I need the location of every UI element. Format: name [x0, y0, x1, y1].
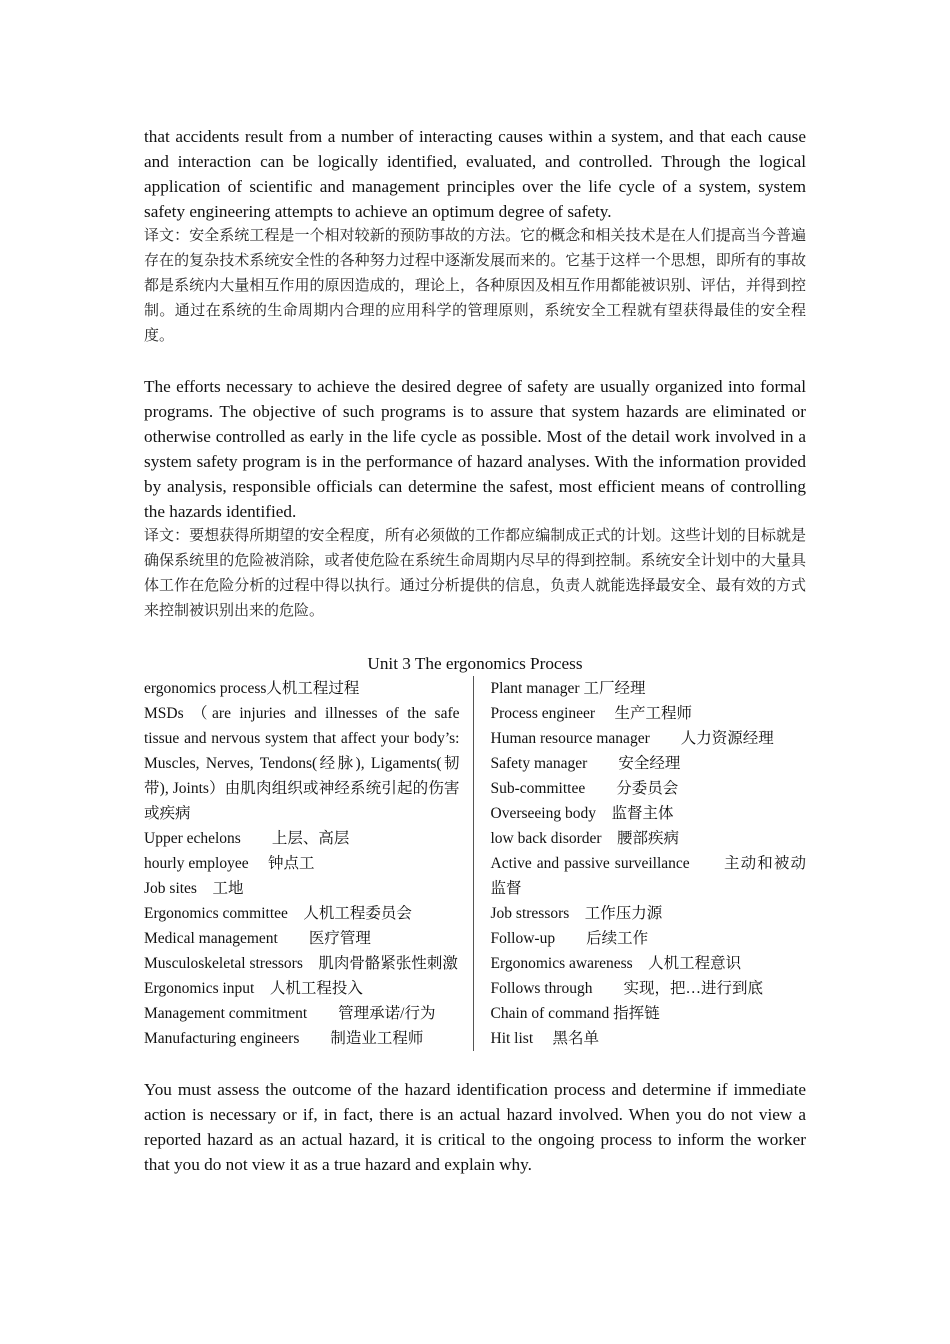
vocab-item: Ergonomics input 人机工程投入 [144, 980, 363, 997]
vocab-item: Hit list 黑名单 [490, 1030, 600, 1047]
vocab-item: low back disorder 腰部疾病 [490, 830, 680, 847]
vocab-item: Ergonomics awareness 人机工程意识 [490, 955, 742, 972]
vocab-item: Manufacturing engineers 制造业工程师 [144, 1030, 424, 1047]
vocab-item: Human resource manager 人力资源经理 [490, 730, 774, 747]
vocab-item: Ergonomics committee 人机工程委员会 [144, 905, 412, 922]
vocab-item: MSDs （are injuries and illnesses of the safe tissue and nervous system that affect your body’s: Muscles, Nerves, Tendons(经脉), Ligaments(韧带), Joints）由肌肉组织或神经系统引起的伤害或疾病 [144, 705, 460, 822]
vocabulary-table [144, 676, 806, 1051]
vocab-item: Management commitment 管理承诺/行为 [144, 1005, 436, 1022]
document-page [144, 124, 806, 1177]
vocab-item: Sub-committee 分委员会 [490, 780, 679, 797]
paragraph-2-translation: 译文：要想获得所期望的安全程度，所有必须做的工作都应编制成正式的计划。这些计划的目标就是确保系统里的危险被消除，或者使危险在系统生命周期内尽早的得到控制。系统安全计划中的大量具体工作在危险分析的过程中得以执行。通过分析提供的信息，负责人就能选择最安全、最有效的方式来控制被识别出来的危险。 [144, 528, 806, 619]
vocab-item: Process engineer 生产工程师 [490, 705, 692, 722]
vocab-item: Job stressors 工作压力源 [490, 905, 663, 922]
vocab-item: Musculoskeletal stressors 肌肉骨骼紧张性刺激 [144, 955, 458, 972]
paragraph-3-english: You must assess the outcome of the hazard identification process and determine if immediate action is necessary or if, in fact, there is an actual hazard involved. When you do not view a reported hazard as an actual hazard, it is critical to the ongoing process to inform the worker that you do not view it as a true hazard and explain why. [144, 1080, 806, 1174]
vocab-item: Active and passive surveillance 主动和被动监督 [490, 855, 806, 897]
vocab-item: Medical management 医疗管理 [144, 930, 371, 947]
vocab-item: Job sites 工地 [144, 880, 244, 897]
paragraph-2-english: The efforts necessary to achieve the desired degree of safety are usually organized into formal programs. The objective of such programs is to assure that system hazards are eliminated or otherwise controlled as early in the life cycle as possible. Most of the detail work involved in a system safety program is in the performance of hazard analyses. With the information provided by analysis, responsible officials can determine the safest, most efficient means of controlling the hazards identified. [144, 377, 806, 521]
vocab-item: Upper echelons 上层、高层 [144, 830, 350, 847]
unit-title: Unit 3 The ergonomics Process [367, 654, 583, 673]
vocab-item: hourly employee 钟点工 [144, 855, 315, 872]
vocabulary-right-column [474, 676, 807, 1051]
spacer [144, 349, 806, 374]
vocab-item: Plant manager 工厂经理 [490, 680, 646, 697]
vocab-item: Follows through 实现，把…进行到底 [490, 980, 764, 997]
paragraph-1-english: that accidents result from a number of interacting causes within a system, and that each cause and interaction can be logically identified, evaluated, and controlled. Through the logical application of scientific and management principles over the life cycle of a system, system safety engineering attempts to achieve an optimum degree of safety. [144, 127, 806, 221]
vocab-item: ergonomics process人机工程过程 [144, 680, 360, 697]
vocab-item: Follow-up 后续工作 [490, 930, 649, 947]
vocabulary-left-column [144, 676, 474, 1051]
vocab-item: Overseeing body 监督主体 [490, 805, 674, 822]
vocab-item: Safety manager 安全经理 [490, 755, 681, 772]
paragraph-1-translation: 译文：安全系统工程是一个相对较新的预防事故的方法。它的概念和相关技术是在人们提高当今普遍存在的复杂技术系统安全性的各种努力过程中逐渐发展而来的。它基于这样一个思想，即所有的事故都是系统内大量相互作用的原因造成的，理论上，各种原因及相互作用都能被识别、评估，并得到控制。通过在系统的生命周期内合理的应用科学的管理原则，系统安全工程就有望获得最佳的安全程度。 [144, 228, 806, 344]
vocab-item: Chain of command 指挥链 [490, 1005, 660, 1022]
